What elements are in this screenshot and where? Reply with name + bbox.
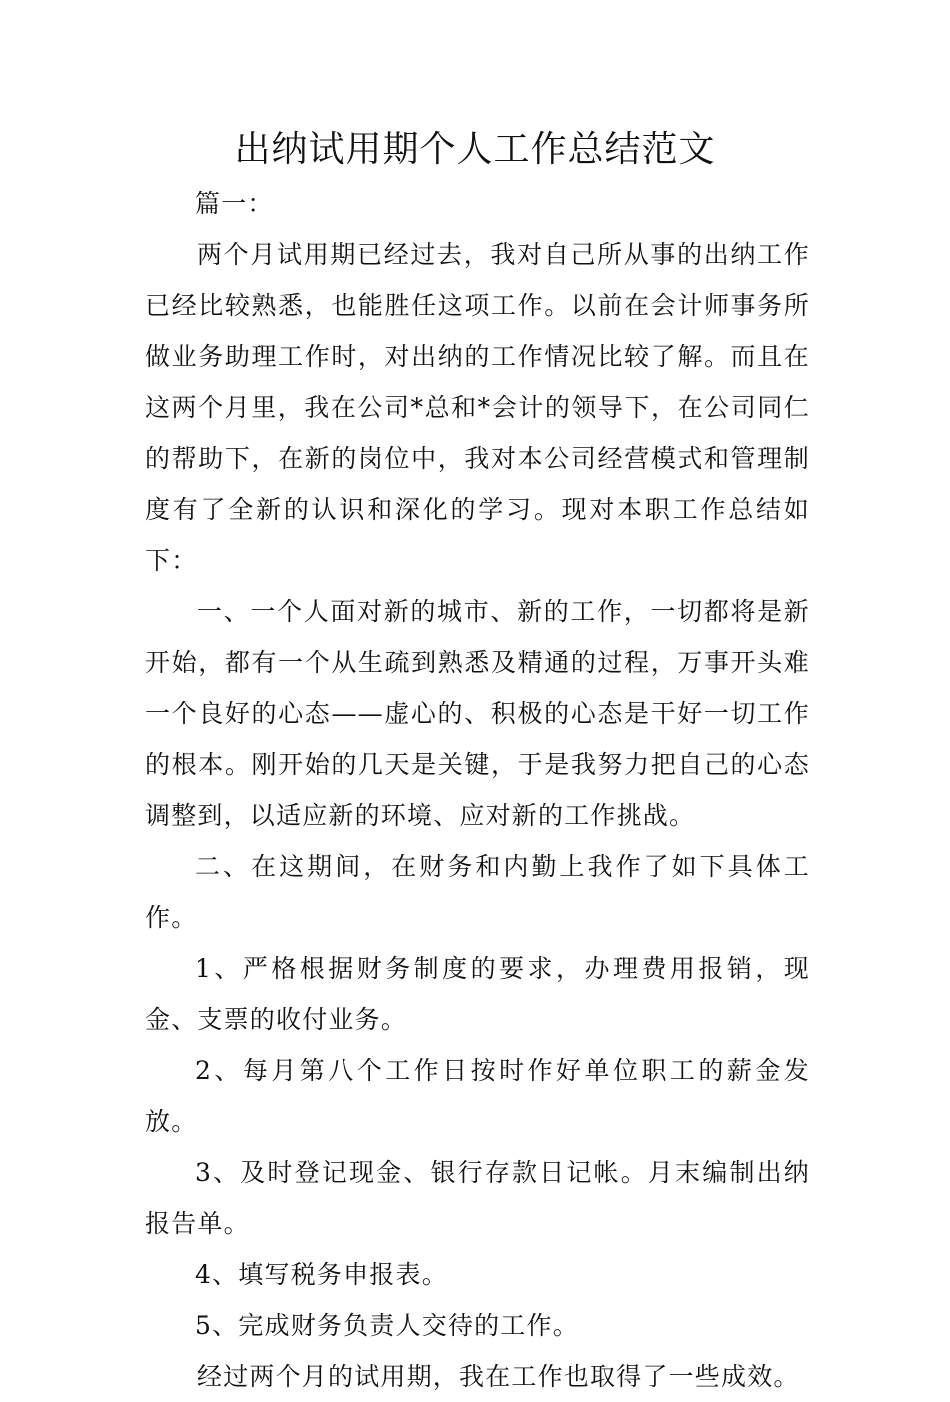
paragraph-item-5: 5、完成财务负责人交待的工作。 <box>195 1311 579 1340</box>
paragraph-point-one: 一、一个人面对新的城市、新的工作，一切都将是新开始，都有一个从生疏到熟悉及精通的过程，万事开头难一个良好的心态——虚心的、积极的心态是干好一切工作的根本。刚开始的几天是关键，于是我努力把自己的心态调整到，以适应新的环境、应对新的工作挑战。 <box>145 597 810 830</box>
paragraph-item-3: 3、及时登记现金、银行存款日记帐。月末编制出纳报告单。 <box>145 1158 810 1238</box>
paragraph-item-4: 4、填写税务申报表。 <box>195 1260 448 1289</box>
paragraph-item-1: 1、严格根据财务制度的要求，办理费用报销，现金、支票的收付业务。 <box>145 954 810 1034</box>
section-label: 篇一： <box>195 189 274 218</box>
document-body <box>145 178 810 1402</box>
paragraph-item-2: 2、每月第八个工作日按时作好单位职工的薪金发放。 <box>145 1056 810 1136</box>
document-title: 出纳试用期个人工作总结范文 <box>234 129 716 170</box>
paragraph-conclusion: 经过两个月的试用期，我在工作也取得了一些成效。 <box>197 1362 800 1391</box>
paragraph-intro: 两个月试用期已经过去，我对自己所从事的出纳工作已经比较熟悉，也能胜任这项工作。以前在会计师事务所做业务助理工作时，对出纳的工作情况比较了解。而且在这两个月里，我在公司*总和*会计的领导下，在公司同仁的帮助下，在新的岗位中，我对本公司经营模式和管理制度有了全新的认识和深化的学习。现对本职工作总结如下： <box>145 240 810 575</box>
paragraph-point-two: 二、在这期间，在财务和内勤上我作了如下具体工作。 <box>145 852 810 932</box>
